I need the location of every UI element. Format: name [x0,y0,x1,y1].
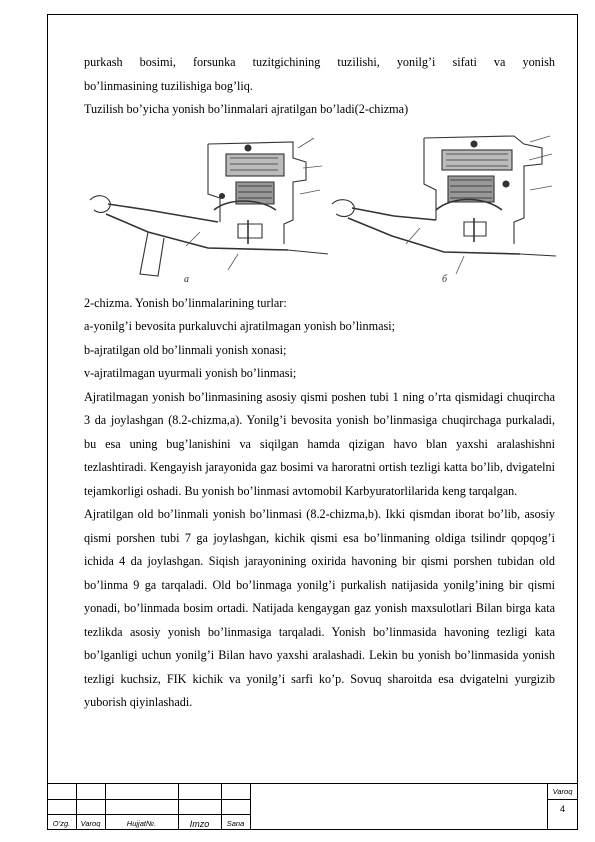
paragraph-4: Ajratilgan old bo’linmali yonish bo’linmasi (8.2-chizma,b). Ikki qismdan iborat bo’lib, asosiy qismi porshen tubi 7 ga joylashgan, kichik qismi esa bo’linmaning oldiga tsilindr qopqog’i ichida 4 da joylashgan. Siqish jarayonining oxirida havoning bir qismi porshen tubidan old bo’linma 9 ga tarqaladi. Old bo’linmaga yonilg’i purkalish natijasida yonilg’ining bir qismi yonadi, bo’linmada bosim ortadi. Natijada kengaygan gaz yonish maxsulotlari Bilan birga kata tezlikda asosiy yonish bo’linmasiga tarqaladi. Yonish bo’linmasida havoning tezligi kata bo’lganligi uchun yonilg’i Bilan havo yaxshi aralashadi. Lekin bu yonish bo’linmasida yonish tezligi kuchsiz, FIK kichik va yonilg’i sarfi ko’p. Sovuq sharoitda esa dvigatelni yurgizib yuborish qiyinlashadi. [84,507,555,709]
figure-label-b: б [442,273,448,285]
list-item-b: b-ajratilgan old bo’linmali yonish xonasi; [84,342,287,357]
stamp-ozg-label: O’zg. [52,819,71,828]
paragraph-1-line-1: purkash bosimi, forsunka tuzitgichining tuzilishi, yonilg’i sifati va yonish [84,55,555,69]
page-number: 4 [559,804,565,814]
stamp-varoq-right-label: Varoq [552,787,573,796]
paragraph-1-line-2: bo’linmasining tuzilishiga bog’liq. [84,78,253,93]
stamp-sana-label: Sana [226,819,245,828]
title-block [47,783,578,830]
paragraph-3: Ajratilmagan yonish bo’linmasining asosiy qismi poshen tubi 1 ning o’rta qismidagi chuqircha 3 da joylashgan (8.2-chizma,a). Yonilg’i bevosita yonish bo’linmasiga chuqirchaga purkaladi, bu esa uning bug’lanishini va siqilgan hamda qizigan havo blan yaxshi aralashishni tezlashtiradi. Kengayish jarayonida gaz bosimi va haroratni ortish tezligi katta bo’lib, dvigatelni tejamkorligi oshadi. Bu yonish bo’linmasi avtomobil Karbyuratorlilarida keng tarqalgan. [84,389,555,498]
paragraph-2: Tuzilish bo’yicha yonish bo’linmalari ajratilgan bo’ladi(2-chizma) [84,102,409,116]
stamp-imzo-label: Imzo [189,819,210,829]
engine-drawing-image [88,124,558,290]
combustion-chamber-figure [84,124,555,292]
stamp-hujjat-label: Hujjat№. [126,819,157,828]
document-body [84,51,555,715]
stamp-varoq-label: Varoq [80,819,101,828]
figure-label-a: a [184,273,189,285]
figure-caption: 2-chizma. Yonish bo’linmalarining turlar: [84,295,287,310]
list-item-a: a-yonilg’i bevosita purkaluvchi ajratilmagan yonish bo’linmasi; [84,319,396,333]
list-item-v: v-ajratilmagan uyurmali yonish bo’linmasi; [84,366,297,380]
drawing-a [90,138,328,276]
drawing-b [332,136,556,274]
